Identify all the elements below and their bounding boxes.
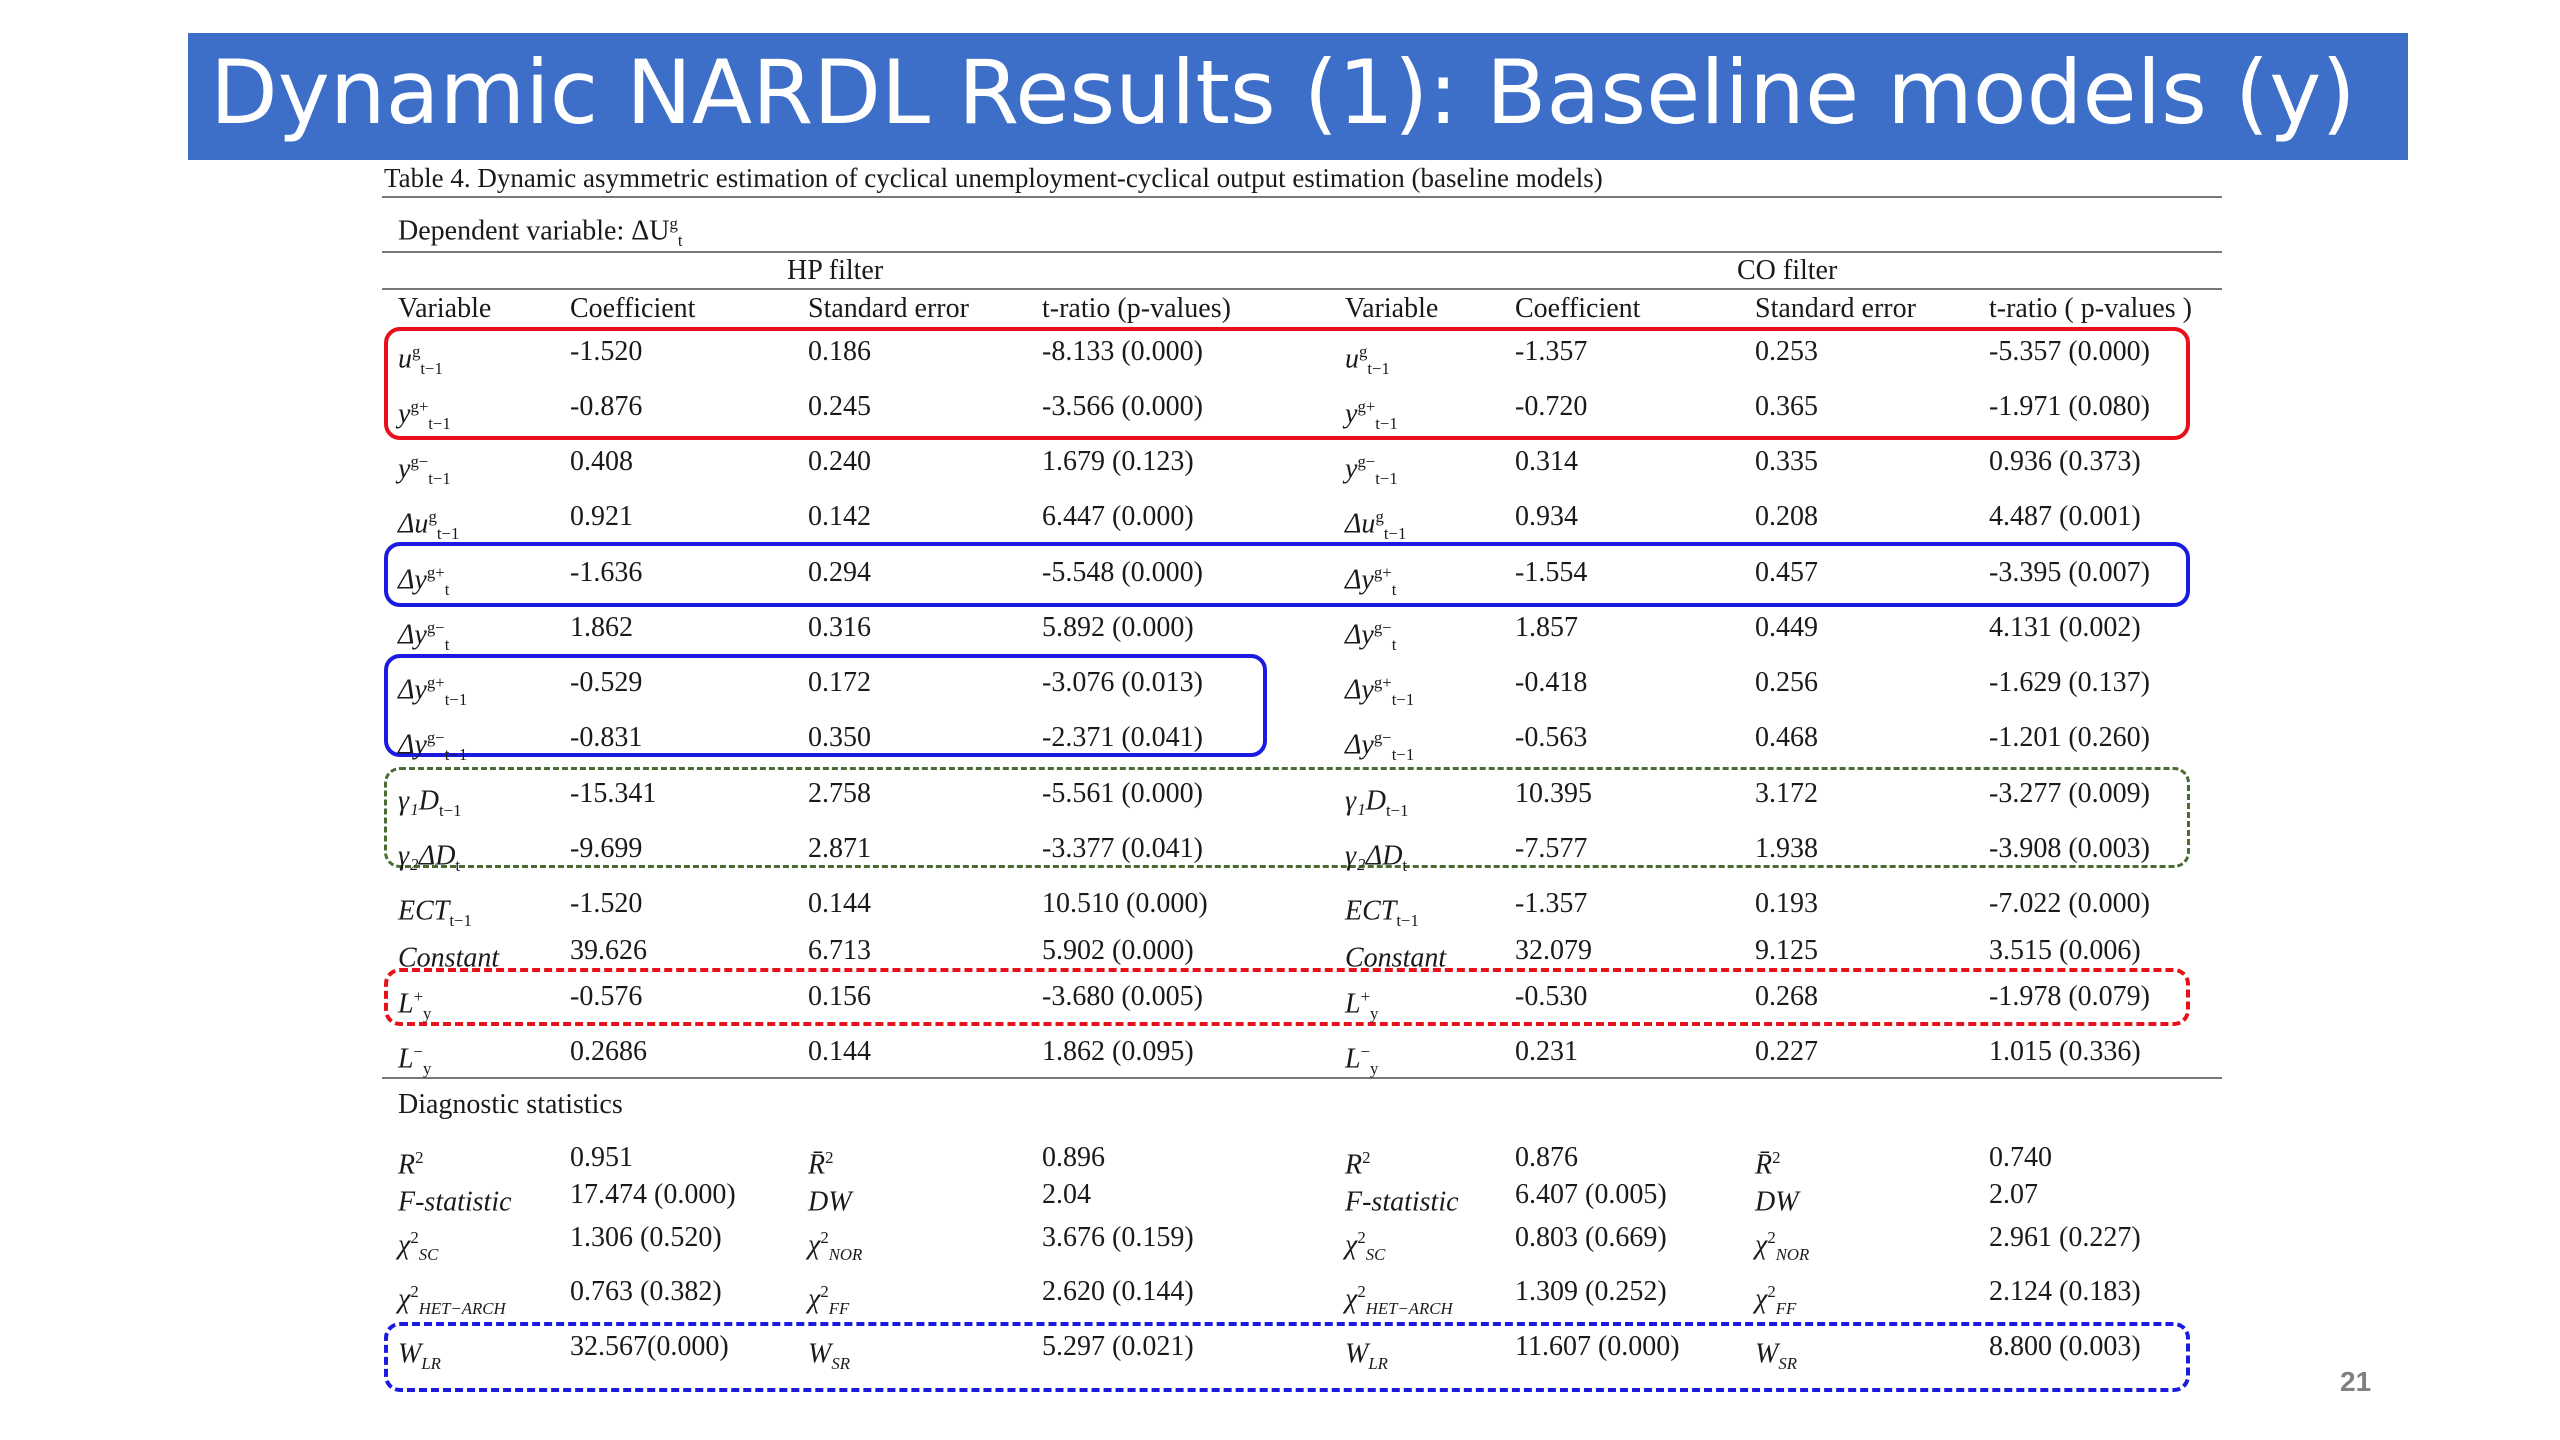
coef-co: 0.231 <box>1515 1036 1578 1067</box>
header-coefficient-hp: Coefficient <box>570 293 696 324</box>
header-std-error-co: Standard error <box>1755 293 1916 324</box>
row-variable-hp: $y^{g+}_{t-1}$ <box>398 397 451 433</box>
coef-co: -0.418 <box>1515 667 1588 698</box>
rule-groups <box>382 288 2222 290</box>
row-variable-co: $u^g_{t-1}$ <box>1345 342 1390 378</box>
diag-stat2-co: $W_{SR}$ <box>1755 1338 1797 1373</box>
row-variable-hp: $y^{g-}_{t-1}$ <box>398 452 451 488</box>
stderr-hp: 6.713 <box>808 935 871 966</box>
coef-hp: -0.576 <box>570 981 643 1012</box>
diag-value2-co: 2.124 (0.183) <box>1989 1276 2141 1307</box>
coef-hp: -1.520 <box>570 888 643 919</box>
row-variable-co: $\Delta y^{g+}_{t-1}$ <box>1345 673 1415 709</box>
stderr-co: 0.253 <box>1755 336 1818 367</box>
diag-stat-hp: $W_{LR}$ <box>398 1338 441 1373</box>
coef-co: -1.554 <box>1515 557 1588 588</box>
diag-stat2-co: $\chi^2_{FF}$ <box>1755 1282 1797 1318</box>
diag-value-co: 1.309 (0.252) <box>1515 1276 1667 1307</box>
tratio-co: -1.201 (0.260) <box>1989 722 2150 753</box>
row-variable-co: $L^+_y$ <box>1345 987 1379 1023</box>
diag-value2-hp: 2.620 (0.144) <box>1042 1276 1194 1307</box>
row-variable-hp: $\Delta y^{g+}_t$ <box>398 563 450 599</box>
tratio-hp: -5.561 (0.000) <box>1042 778 1203 809</box>
tratio-co: -1.971 (0.080) <box>1989 391 2150 422</box>
diag-value-co: 0.876 <box>1515 1142 1578 1173</box>
stderr-co: 3.172 <box>1755 778 1818 809</box>
diag-value2-co: 2.961 (0.227) <box>1989 1222 2141 1253</box>
diag-value-co: 6.407 (0.005) <box>1515 1179 1667 1210</box>
stderr-co: 0.335 <box>1755 446 1818 477</box>
diag-stat2-hp: $\chi^2_{FF}$ <box>808 1282 850 1318</box>
diag-stat-co: $W_{LR}$ <box>1345 1338 1388 1373</box>
tratio-co: -1.629 (0.137) <box>1989 667 2150 698</box>
header-variable-co: Variable <box>1345 293 1439 324</box>
row-variable-co: $\gamma_1D_{t-1}$ <box>1345 785 1409 820</box>
diag-stat-co: $\chi^2_{HET-ARCH}$ <box>1345 1282 1453 1318</box>
header-tratio-co: t-ratio ( p-values ) <box>1989 293 2192 324</box>
rule-top <box>382 196 2222 198</box>
tratio-hp: -3.566 (0.000) <box>1042 391 1203 422</box>
diag-stat-hp: $R^2$ <box>398 1148 424 1181</box>
coef-hp: 1.862 <box>570 612 633 643</box>
tratio-co: -7.022 (0.000) <box>1989 888 2150 919</box>
tratio-hp: -8.133 (0.000) <box>1042 336 1203 367</box>
header-coefficient-co: Coefficient <box>1515 293 1641 324</box>
diag-value-hp: 17.474 (0.000) <box>570 1179 736 1210</box>
stderr-co: 0.468 <box>1755 722 1818 753</box>
tratio-co: 0.936 (0.373) <box>1989 446 2141 477</box>
stderr-co: 0.208 <box>1755 501 1818 532</box>
diag-value-hp: 32.567(0.000) <box>570 1331 729 1362</box>
coef-hp: 0.921 <box>570 501 633 532</box>
stderr-hp: 0.144 <box>808 888 871 919</box>
tratio-hp: 5.902 (0.000) <box>1042 935 1194 966</box>
highlight-box-blue <box>384 542 2190 607</box>
stderr-co: 9.125 <box>1755 935 1818 966</box>
stderr-co: 1.938 <box>1755 833 1818 864</box>
stderr-hp: 0.142 <box>808 501 871 532</box>
row-variable-co: $\Delta y^{g+}_t$ <box>1345 563 1397 599</box>
diag-stat-hp: $\chi^2_{HET-ARCH}$ <box>398 1282 506 1318</box>
coef-hp: -1.520 <box>570 336 643 367</box>
slide-title: Dynamic NARDL Results (1): Baseline models (y) <box>210 41 2356 144</box>
diag-value2-co: 0.740 <box>1989 1142 2052 1173</box>
diag-value-hp: 0.763 (0.382) <box>570 1276 722 1307</box>
highlight-box-long-run <box>384 968 2190 1026</box>
row-variable-hp: $L^+_y$ <box>398 987 432 1023</box>
highlight-box-red <box>384 327 2190 440</box>
diag-stat-hp: F-statistic <box>398 1186 512 1218</box>
tratio-hp: 5.892 (0.000) <box>1042 612 1194 643</box>
tratio-hp: 1.679 (0.123) <box>1042 446 1194 477</box>
tratio-co: 3.515 (0.006) <box>1989 935 2141 966</box>
diag-stat2-hp: $W_{SR}$ <box>808 1338 850 1373</box>
stderr-hp: 0.316 <box>808 612 871 643</box>
tratio-hp: -2.371 (0.041) <box>1042 722 1203 753</box>
group-co-filter: CO filter <box>1737 255 1838 286</box>
page-number: 21 <box>2340 1366 2372 1397</box>
coef-co: -0.530 <box>1515 981 1588 1012</box>
coef-hp: -0.876 <box>570 391 643 422</box>
diag-stat-co: $R^2$ <box>1345 1148 1371 1181</box>
coef-co: 0.314 <box>1515 446 1578 477</box>
stderr-hp: 0.350 <box>808 722 871 753</box>
tratio-hp: -3.076 (0.013) <box>1042 667 1203 698</box>
coef-co: 32.079 <box>1515 935 1592 966</box>
coef-hp: 39.626 <box>570 935 647 966</box>
coef-hp: -9.699 <box>570 833 643 864</box>
row-variable-co: $\Delta y^{g-}_{t-1}$ <box>1345 728 1415 764</box>
row-variable-hp: $\gamma_1D_{t-1}$ <box>398 785 462 820</box>
coef-co: 0.934 <box>1515 501 1578 532</box>
row-variable-hp: $\Delta y^{g-}_{t-1}$ <box>398 728 468 764</box>
diag-stat-co: $\chi^2_{SC}$ <box>1345 1228 1386 1264</box>
coef-co: -0.720 <box>1515 391 1588 422</box>
stderr-hp: 0.156 <box>808 981 871 1012</box>
row-variable-hp: Constant <box>398 942 500 974</box>
diag-value2-co: 8.800 (0.003) <box>1989 1331 2141 1362</box>
coef-hp: -15.341 <box>570 778 657 809</box>
header-std-error-hp: Standard error <box>808 293 969 324</box>
tratio-hp: -5.548 (0.000) <box>1042 557 1203 588</box>
diag-value2-hp: 0.896 <box>1042 1142 1105 1173</box>
coef-hp: 0.2686 <box>570 1036 647 1067</box>
coef-co: -1.357 <box>1515 888 1588 919</box>
coef-co: 1.857 <box>1515 612 1578 643</box>
row-variable-hp: $\Delta y^{g-}_t$ <box>398 618 450 654</box>
tratio-hp: -3.377 (0.041) <box>1042 833 1203 864</box>
stderr-hp: 0.245 <box>808 391 871 422</box>
group-hp-filter: HP filter <box>787 255 884 286</box>
stderr-hp: 0.144 <box>808 1036 871 1067</box>
table-caption: Table 4. Dynamic asymmetric estimation of cyclical unemployment-cyclical output estimation (baseline models) <box>384 163 1603 193</box>
diag-value2-hp: 5.297 (0.021) <box>1042 1331 1194 1362</box>
row-variable-hp: $u^g_{t-1}$ <box>398 342 443 378</box>
stderr-hp: 0.186 <box>808 336 871 367</box>
row-variable-hp: $\Delta u^g_{t-1}$ <box>398 507 460 543</box>
diag-value-co: 0.803 (0.669) <box>1515 1222 1667 1253</box>
diag-stat2-hp: DW <box>808 1186 852 1218</box>
row-variable-co: $\Delta u^g_{t-1}$ <box>1345 507 1407 543</box>
stderr-co: 0.457 <box>1755 557 1818 588</box>
row-variable-co: $\Delta y^{g-}_t$ <box>1345 618 1397 654</box>
stderr-co: 0.256 <box>1755 667 1818 698</box>
diag-stat2-co: $\chi^2_{NOR}$ <box>1755 1228 1810 1264</box>
rule-dependent <box>382 251 2222 253</box>
diag-value-hp: 1.306 (0.520) <box>570 1222 722 1253</box>
stderr-co: 0.227 <box>1755 1036 1818 1067</box>
coef-co: -0.563 <box>1515 722 1588 753</box>
coef-co: -7.577 <box>1515 833 1588 864</box>
tratio-co: -1.978 (0.079) <box>1989 981 2150 1012</box>
stderr-co: 0.193 <box>1755 888 1818 919</box>
diag-stat2-hp: R̄$^2$ <box>808 1148 834 1181</box>
diag-stat-hp: $\chi^2_{SC}$ <box>398 1228 439 1264</box>
tratio-hp: 6.447 (0.000) <box>1042 501 1194 532</box>
stderr-hp: 0.172 <box>808 667 871 698</box>
stderr-hp: 0.294 <box>808 557 871 588</box>
diag-value-co: 11.607 (0.000) <box>1515 1331 1680 1362</box>
diag-value2-hp: 3.676 (0.159) <box>1042 1222 1194 1253</box>
stderr-co: 0.365 <box>1755 391 1818 422</box>
stderr-co: 0.268 <box>1755 981 1818 1012</box>
tratio-hp: 10.510 (0.000) <box>1042 888 1208 919</box>
diag-stat2-co: R̄$^2$ <box>1755 1148 1781 1181</box>
coef-co: 10.395 <box>1515 778 1592 809</box>
stderr-hp: 0.240 <box>808 446 871 477</box>
tratio-co: 4.131 (0.002) <box>1989 612 2141 643</box>
tratio-co: -3.908 (0.003) <box>1989 833 2150 864</box>
coef-co: -1.357 <box>1515 336 1588 367</box>
diag-stat-co: F-statistic <box>1345 1186 1459 1218</box>
header-variable-hp: Variable <box>398 293 492 324</box>
row-variable-co: $L^-_y$ <box>1345 1042 1379 1078</box>
stderr-co: 0.449 <box>1755 612 1818 643</box>
diag-stat2-hp: $\chi^2_{NOR}$ <box>808 1228 863 1264</box>
tratio-hp: 1.862 (0.095) <box>1042 1036 1194 1067</box>
diagnostics-label: Diagnostic statistics <box>398 1089 623 1120</box>
tratio-co: 1.015 (0.336) <box>1989 1036 2141 1067</box>
coef-hp: -0.529 <box>570 667 643 698</box>
coef-hp: 0.408 <box>570 446 633 477</box>
row-variable-co: $ECT_{t-1}$ <box>1345 895 1419 930</box>
tratio-co: -5.357 (0.000) <box>1989 336 2150 367</box>
row-variable-co: $y^{g+}_{t-1}$ <box>1345 397 1398 433</box>
diag-value-hp: 0.951 <box>570 1142 633 1173</box>
row-variable-hp: $L^-_y$ <box>398 1042 432 1078</box>
row-variable-co: $\gamma_2\Delta D_t$ <box>1345 840 1408 875</box>
stderr-hp: 2.871 <box>808 833 871 864</box>
row-variable-hp: $\gamma_2\Delta D_t$ <box>398 840 461 875</box>
diag-value2-co: 2.07 <box>1989 1179 2038 1210</box>
rule-diagnostics <box>382 1077 2222 1079</box>
header-tratio-hp: t-ratio (p-values) <box>1042 293 1231 324</box>
row-variable-co: Constant <box>1345 942 1447 974</box>
row-variable-hp: $ECT_{t-1}$ <box>398 895 472 930</box>
tratio-hp: -3.680 (0.005) <box>1042 981 1203 1012</box>
coef-hp: -0.831 <box>570 722 643 753</box>
diag-stat2-co: DW <box>1755 1186 1799 1218</box>
tratio-co: 4.487 (0.001) <box>1989 501 2141 532</box>
diag-value2-hp: 2.04 <box>1042 1179 1091 1210</box>
tratio-co: -3.277 (0.009) <box>1989 778 2150 809</box>
coef-hp: -1.636 <box>570 557 643 588</box>
dependent-variable: Dependent variable: $\Delta U^g_t$ <box>398 214 683 250</box>
row-variable-hp: $\Delta y^{g+}_{t-1}$ <box>398 673 468 709</box>
row-variable-co: $y^{g-}_{t-1}$ <box>1345 452 1398 488</box>
tratio-co: -3.395 (0.007) <box>1989 557 2150 588</box>
stderr-hp: 2.758 <box>808 778 871 809</box>
